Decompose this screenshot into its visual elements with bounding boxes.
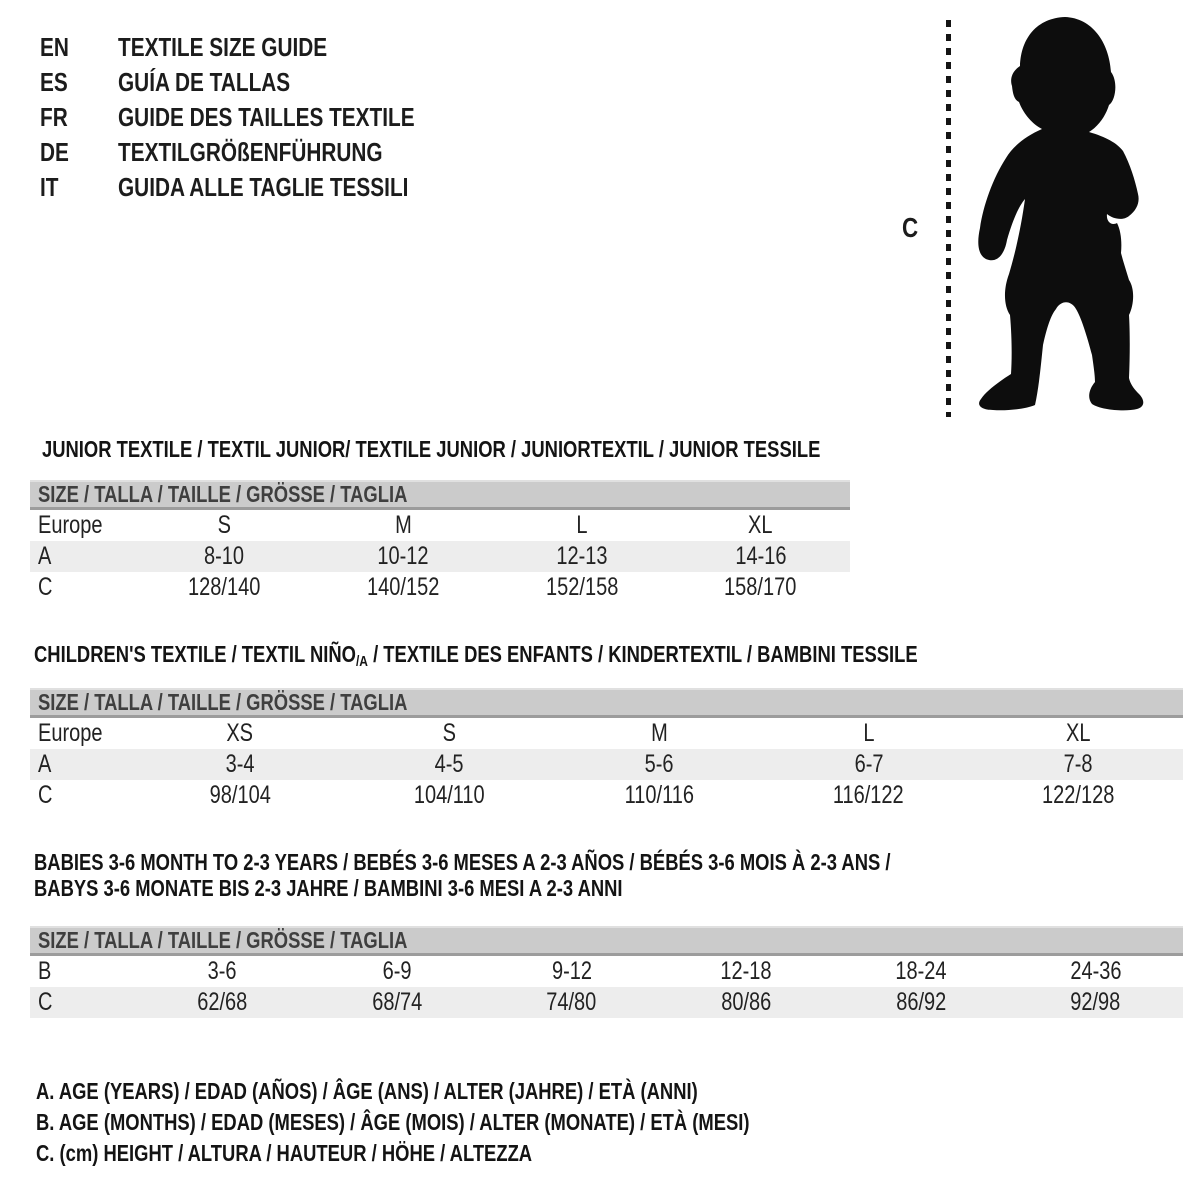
section-title-text xyxy=(34,641,918,675)
cell-value: 7-8 xyxy=(1063,750,1093,778)
size-table-header xyxy=(30,688,1183,718)
table-cell xyxy=(314,511,493,540)
table-row xyxy=(30,718,1183,749)
section-title-text: JUNIOR TEXTILE / TEXTIL JUNIOR/ TEXTILE JUNIOR / JUNIORTEXTIL / JUNIOR TESSILE xyxy=(42,436,821,462)
row-label-text: B xyxy=(38,957,52,985)
cell-value: 3-4 xyxy=(225,750,255,778)
legend-text: C. (cm) HEIGHT / ALTURA / HAUTEUR / HÖHE / ALTEZZA xyxy=(36,1140,533,1166)
table-cell xyxy=(135,957,310,986)
cell-value: 140/152 xyxy=(366,573,440,601)
table-row xyxy=(30,749,1183,780)
language-row xyxy=(40,65,489,100)
row-label-text: C xyxy=(38,988,53,1016)
cell-value: 104/110 xyxy=(413,781,485,809)
table-cell xyxy=(310,988,485,1017)
height-dashed-line xyxy=(946,20,951,417)
title-subscript: /A xyxy=(355,653,368,670)
cell-value: 8-10 xyxy=(204,542,245,570)
language-title-text: GUÍA DE TALLAS xyxy=(118,67,291,97)
language-code-text: IT xyxy=(40,172,59,202)
table-cell xyxy=(973,719,1183,748)
table-cell xyxy=(135,511,314,540)
row-label-cell xyxy=(30,781,135,810)
height-measure-label-text: C xyxy=(902,212,919,243)
cell-value: 12-18 xyxy=(720,957,772,985)
cell-value: 152/158 xyxy=(545,573,619,601)
legend xyxy=(36,1076,928,1169)
row-label-text: A xyxy=(38,542,52,570)
row-label-cell xyxy=(30,988,135,1017)
cell-value: 158/170 xyxy=(724,573,797,601)
title-part: / TEXTILE DES ENFANTS / KINDERTEXTIL / BAMBINI TESSILE xyxy=(367,641,918,667)
table-cell xyxy=(484,988,659,1017)
language-title-text: GUIDA ALLE TAGLIE TESSILI xyxy=(118,172,409,202)
cell-value: 116/122 xyxy=(833,781,904,809)
cell-value: 14-16 xyxy=(735,542,787,570)
cell-value: M xyxy=(394,511,412,539)
table-cell xyxy=(671,511,850,540)
cell-value: 98/104 xyxy=(209,781,271,809)
language-title xyxy=(118,172,481,203)
row-label-text: A xyxy=(38,750,52,778)
cell-value: L xyxy=(576,511,588,539)
language-title xyxy=(118,137,449,168)
section-title-text: BABYS 3-6 MONATE BIS 2-3 JAHRE / BAMBINI 3-6 MESI A 2-3 ANNI xyxy=(34,875,623,901)
cell-value: XL xyxy=(1065,719,1091,747)
title-part: CHILDREN'S TEXTILE / TEXTIL NIÑO xyxy=(34,641,356,667)
legend-text: A. AGE (YEARS) / EDAD (AÑOS) / ÂGE (ANS) / ALTER (JAHRE) / ETÀ (ANNI) xyxy=(36,1078,698,1104)
table-cell xyxy=(345,781,555,810)
table-cell xyxy=(764,719,974,748)
language-title-text: GUIDE DES TAILLES TEXTILE xyxy=(118,102,415,132)
table-cell xyxy=(764,781,974,810)
cell-value: 18-24 xyxy=(895,957,947,985)
table-cell xyxy=(834,957,1009,986)
cell-value: 122/128 xyxy=(1042,781,1115,809)
table-cell xyxy=(135,573,314,602)
table-cell xyxy=(345,719,555,748)
table-row xyxy=(30,510,850,541)
row-label-text: Europe xyxy=(38,719,103,747)
cell-value: XS xyxy=(226,719,254,747)
cell-value: L xyxy=(863,719,875,747)
section-title-text: BABIES 3-6 MONTH TO 2-3 YEARS / BEBÉS 3-6 MESES A 2-3 AÑOS / BÉBÉS 3-6 MOIS À 2-3 ANS / xyxy=(34,849,891,875)
language-code xyxy=(40,102,118,133)
cell-value: M xyxy=(650,719,668,747)
language-code xyxy=(40,172,118,203)
table-cell xyxy=(554,750,764,779)
row-label-cell xyxy=(30,573,135,602)
height-measure-label xyxy=(902,212,922,244)
table-cell xyxy=(314,573,493,602)
language-code-text: FR xyxy=(40,102,68,132)
table-cell xyxy=(764,750,974,779)
cell-value: 3-6 xyxy=(207,957,237,985)
table-cell xyxy=(973,750,1183,779)
table-cell xyxy=(1008,988,1183,1017)
children-size-table xyxy=(30,688,1183,811)
table-cell xyxy=(135,781,345,810)
table-cell xyxy=(554,719,764,748)
language-code-text: EN xyxy=(40,32,69,62)
row-label-cell xyxy=(30,750,135,779)
table-cell xyxy=(659,957,834,986)
table-cell xyxy=(1008,957,1183,986)
babies-size-table xyxy=(30,926,1183,1018)
language-title xyxy=(118,32,379,63)
language-code-text: ES xyxy=(40,67,68,97)
table-cell xyxy=(135,750,345,779)
cell-value: 62/68 xyxy=(197,988,248,1016)
table-cell xyxy=(310,957,485,986)
section-title-junior xyxy=(42,436,1015,462)
section-title-babies xyxy=(34,849,1105,901)
size-table-header-text: SIZE / TALLA / TAILLE / GRÖSSE / TAGLIA xyxy=(38,481,408,507)
cell-value: 110/116 xyxy=(624,781,694,809)
table-row xyxy=(30,956,1183,987)
table-cell xyxy=(834,988,1009,1017)
language-row xyxy=(40,135,489,170)
table-cell xyxy=(659,988,834,1017)
table-cell xyxy=(671,573,850,602)
table-cell xyxy=(671,542,850,571)
language-code xyxy=(40,137,118,168)
table-row xyxy=(30,780,1183,811)
cell-value: 92/98 xyxy=(1070,988,1121,1016)
language-code xyxy=(40,32,118,63)
row-label-text: C xyxy=(38,781,53,809)
row-label-cell xyxy=(30,511,135,540)
table-row xyxy=(30,572,850,603)
row-label-text: Europe xyxy=(38,511,103,539)
row-label-cell xyxy=(30,957,135,986)
table-cell xyxy=(314,542,493,571)
legend-line xyxy=(36,1076,928,1107)
row-label-text: C xyxy=(38,573,53,601)
size-table-header-text: SIZE / TALLA / TAILLE / GRÖSSE / TAGLIA xyxy=(38,689,408,715)
cell-value: 9-12 xyxy=(551,957,592,985)
legend-text: B. AGE (MONTHS) / EDAD (MESES) / ÂGE (MOIS) / ALTER (MONATE) / ETÀ (MESI) xyxy=(36,1109,750,1135)
table-cell xyxy=(493,573,672,602)
cell-value: 80/86 xyxy=(721,988,772,1016)
language-code xyxy=(40,67,118,98)
language-title-list xyxy=(40,30,489,205)
language-row xyxy=(40,100,489,135)
language-row xyxy=(40,30,489,65)
cell-value: 6-7 xyxy=(854,750,884,778)
language-title-text: TEXTILE SIZE GUIDE xyxy=(118,32,328,62)
language-title xyxy=(118,102,489,133)
cell-value: 10-12 xyxy=(377,542,429,570)
language-title-text: TEXTILGRÖßENFÜHRUNG xyxy=(118,137,383,167)
junior-size-table xyxy=(30,480,850,603)
table-cell xyxy=(973,781,1183,810)
table-cell xyxy=(484,957,659,986)
cell-value: 12-13 xyxy=(556,542,608,570)
size-table-header xyxy=(30,480,850,510)
table-row xyxy=(30,541,850,572)
language-code-text: DE xyxy=(40,137,69,167)
cell-value: 5-6 xyxy=(644,750,674,778)
language-title xyxy=(118,67,333,98)
cell-value: 86/92 xyxy=(895,988,947,1016)
legend-line xyxy=(36,1138,928,1169)
language-row xyxy=(40,170,489,205)
table-cell xyxy=(345,750,555,779)
cell-value: 74/80 xyxy=(546,988,597,1016)
table-cell xyxy=(135,542,314,571)
legend-line xyxy=(36,1107,928,1138)
cell-value: 24-36 xyxy=(1070,957,1122,985)
cell-value: 128/140 xyxy=(188,573,261,601)
cell-value: S xyxy=(217,511,232,539)
cell-value: 68/74 xyxy=(371,988,423,1016)
table-cell xyxy=(554,781,764,810)
section-title-children xyxy=(34,641,1139,675)
cell-value: 4-5 xyxy=(434,750,464,778)
row-label-cell xyxy=(30,542,135,571)
size-table-header xyxy=(30,926,1183,956)
table-cell xyxy=(493,542,672,571)
table-cell xyxy=(135,719,345,748)
table-cell xyxy=(493,511,672,540)
cell-value: 6-9 xyxy=(382,957,412,985)
cell-value: XL xyxy=(748,511,773,539)
cell-value: S xyxy=(442,719,457,747)
table-cell xyxy=(135,988,310,1017)
table-row xyxy=(30,987,1183,1018)
baby-silhouette xyxy=(973,14,1155,418)
row-label-cell xyxy=(30,719,135,748)
size-table-header-text: SIZE / TALLA / TAILLE / GRÖSSE / TAGLIA xyxy=(38,927,408,953)
